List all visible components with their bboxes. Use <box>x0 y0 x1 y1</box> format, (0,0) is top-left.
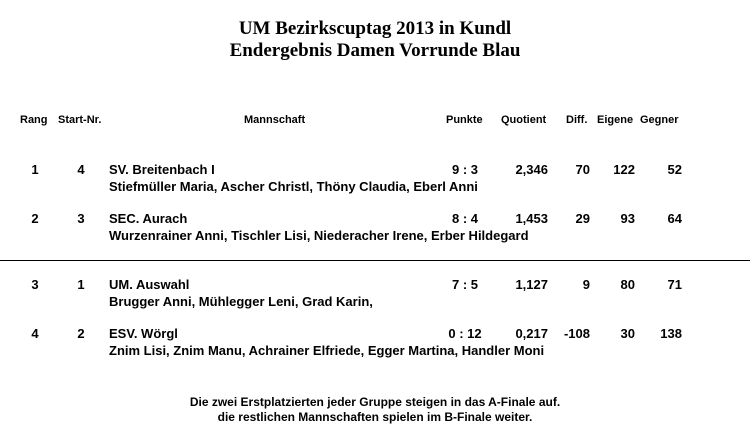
eigene-cell: 122 <box>613 162 635 177</box>
start-nr-cell: 3 <box>77 211 85 226</box>
team-players: Brugger Anni, Mühlegger Leni, Grad Karin, <box>109 294 373 309</box>
rang-cell: 3 <box>31 277 39 292</box>
diff-cell: 9 <box>582 277 590 292</box>
gegner-cell: 71 <box>667 277 682 292</box>
title-line-1: UM Bezirkscuptag 2013 in Kundl <box>238 18 512 39</box>
quotient-cell: 1,127 <box>515 277 548 292</box>
diff-cell: 29 <box>575 211 590 226</box>
rang-cell: 1 <box>31 162 39 177</box>
quotient-cell: 1,453 <box>515 211 548 226</box>
team-players: Znim Lisi, Znim Manu, Achrainer Elfriede, Egger Martina, Handler Moni <box>109 343 545 358</box>
punkte-cell: 0 : 12 <box>448 326 482 341</box>
header-punkte: Punkte <box>446 114 483 126</box>
diff-cell: -108 <box>563 326 590 341</box>
team-name: SEC. Aurach <box>109 211 188 226</box>
gegner-cell: 52 <box>667 162 682 177</box>
quotient-cell: 0,217 <box>515 326 548 341</box>
team-name: ESV. Wörgl <box>109 326 178 341</box>
footer-line-1: Die zwei Erstplatzierten jeder Gruppe steigen in das A-Finale auf. <box>189 395 561 409</box>
header-quotient: Quotient <box>501 114 547 126</box>
gegner-cell: 64 <box>667 211 682 226</box>
start-nr-cell: 1 <box>77 277 85 292</box>
header-start-nr: Start-Nr. <box>58 114 102 126</box>
gegner-cell: 138 <box>660 326 682 341</box>
team-name: SV. Breitenbach I <box>109 162 215 177</box>
header-gegner: Gegner <box>640 114 679 126</box>
eigene-cell: 30 <box>620 326 635 341</box>
header-rang: Rang <box>20 114 48 126</box>
header-diff: Diff. <box>566 114 588 126</box>
start-nr-cell: 4 <box>77 162 85 177</box>
header-eigene: Eigene <box>597 114 634 126</box>
punkte-cell: 7 : 5 <box>451 277 478 292</box>
diff-cell: 70 <box>575 162 590 177</box>
eigene-cell: 80 <box>620 277 635 292</box>
group-divider <box>0 260 750 261</box>
punkte-cell: 9 : 3 <box>451 162 478 177</box>
header-mannschaft: Mannschaft <box>244 114 306 126</box>
team-players: Stiefmüller Maria, Ascher Christl, Thöny Claudia, Eberl Anni <box>109 179 478 194</box>
rang-cell: 2 <box>31 211 39 226</box>
team-name: UM. Auswahl <box>109 277 190 292</box>
footer-line-2: die restlichen Mannschaften spielen im B-Finale weiter. <box>217 410 533 424</box>
rang-cell: 4 <box>31 326 39 341</box>
team-players: Wurzenrainer Anni, Tischler Lisi, Niederacher Irene, Erber Hildegard <box>109 228 529 243</box>
eigene-cell: 93 <box>620 211 635 226</box>
quotient-cell: 2,346 <box>515 162 548 177</box>
start-nr-cell: 2 <box>77 326 85 341</box>
punkte-cell: 8 : 4 <box>451 211 478 226</box>
title-line-2: Endergebnis Damen Vorrunde Blau <box>229 40 521 61</box>
